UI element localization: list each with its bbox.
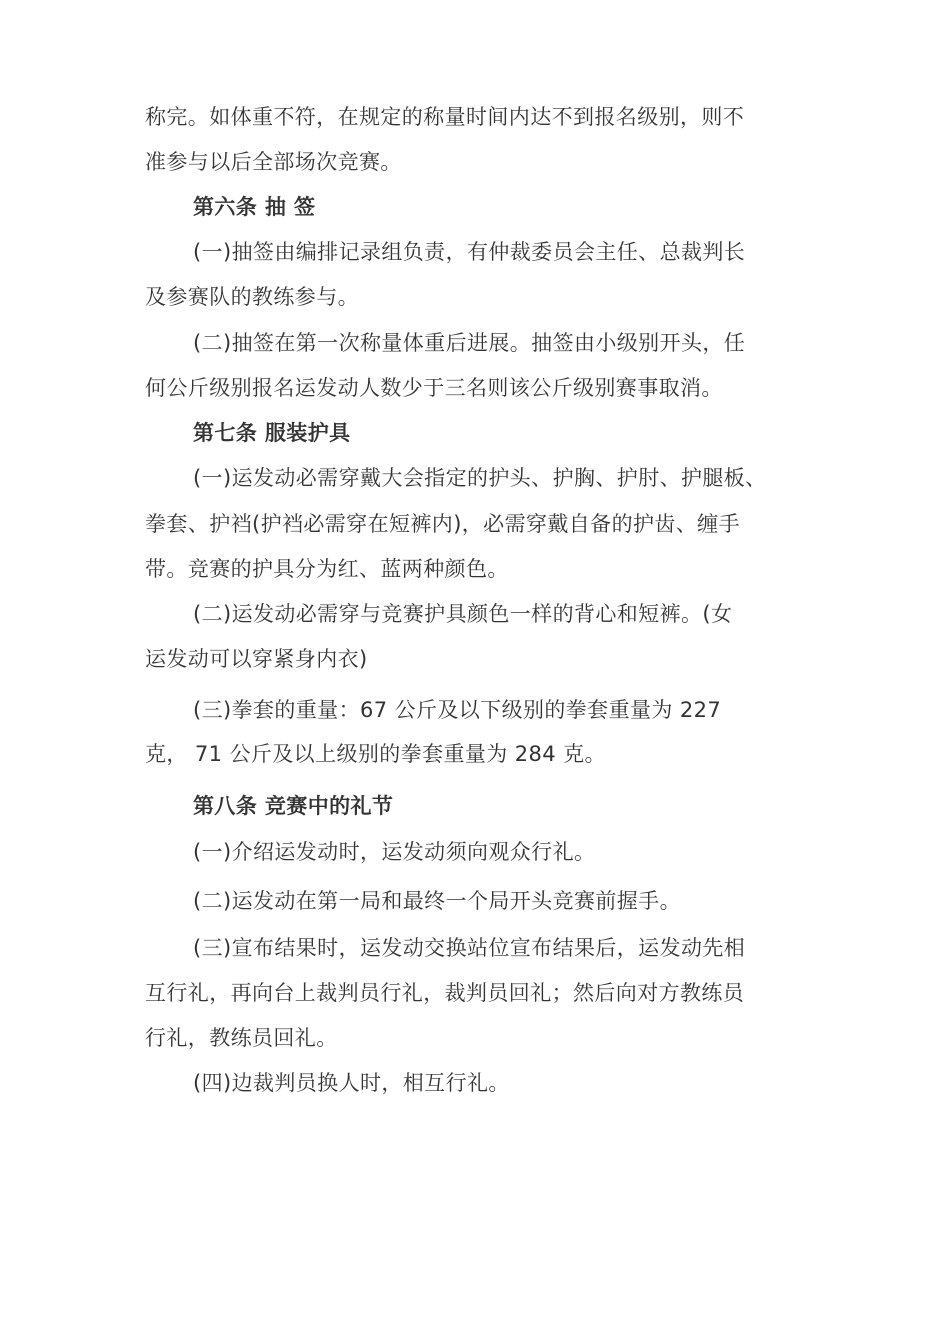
article-heading: 第八条 竞赛中的礼节 [193, 794, 394, 818]
paragraph-line: (二)运发动必需穿与竞赛护具颜色一样的背心和短裤。(女 [193, 602, 733, 626]
paragraph-line: (一)介绍运发动时，运发动须向观众行礼。 [193, 840, 596, 864]
paragraph-line: 何公斤级别报名运发动人数少于三名则该公斤级别赛事取消。 [145, 376, 723, 400]
paragraph-line: (二)运发动在第一局和最终一个局开头竞赛前握手。 [193, 889, 681, 913]
paragraph-line: (二)抽签在第一次称量体重后进展。抽签由小级别开头，任 [193, 331, 746, 355]
paragraph-line: 互行礼，再向台上裁判员行礼，裁判员回礼；然后向对方教练员 [145, 981, 745, 1005]
paragraph-line: (三)拳套的重量：67 公斤及以下级别的拳套重量为 227 [193, 698, 722, 722]
paragraph-line: (三)宣布结果时，运发动交换站位宣布结果后，运发动先相 [193, 936, 746, 960]
paragraph-line: 克， 71 公斤及以上级别的拳套重量为 284 克。 [145, 742, 606, 766]
paragraph-line: 带。竞赛的护具分为红、蓝两种颜色。 [145, 557, 509, 581]
paragraph-line: 行礼，教练员回礼。 [145, 1026, 338, 1050]
paragraph-line: (一)抽签由编排记录组负责，有仲裁委员会主任、总裁判长 [193, 240, 746, 264]
article-heading: 第七条 服装护具 [193, 421, 351, 445]
paragraph-line: 运发动可以穿紧身内衣) [145, 647, 368, 671]
paragraph-line: 及参赛队的教练参与。 [145, 285, 359, 309]
paragraph-line: (一)运发动必需穿戴大会指定的护头、护胸、护肘、护腿板、 [193, 466, 767, 490]
paragraph-line: 准参与以后全部场次竞赛。 [145, 150, 402, 174]
paragraph-line: (四)边裁判员换人时，相互行礼。 [193, 1071, 510, 1095]
article-heading: 第六条 抽 签 [193, 195, 316, 219]
paragraph-line: 拳套、护裆(护裆必需穿在短裤内)，必需穿戴自备的护齿、缠手 [145, 512, 740, 536]
paragraph-line: 称完。如体重不符，在规定的称量时间内达不到报名级别，则不 [145, 105, 745, 129]
